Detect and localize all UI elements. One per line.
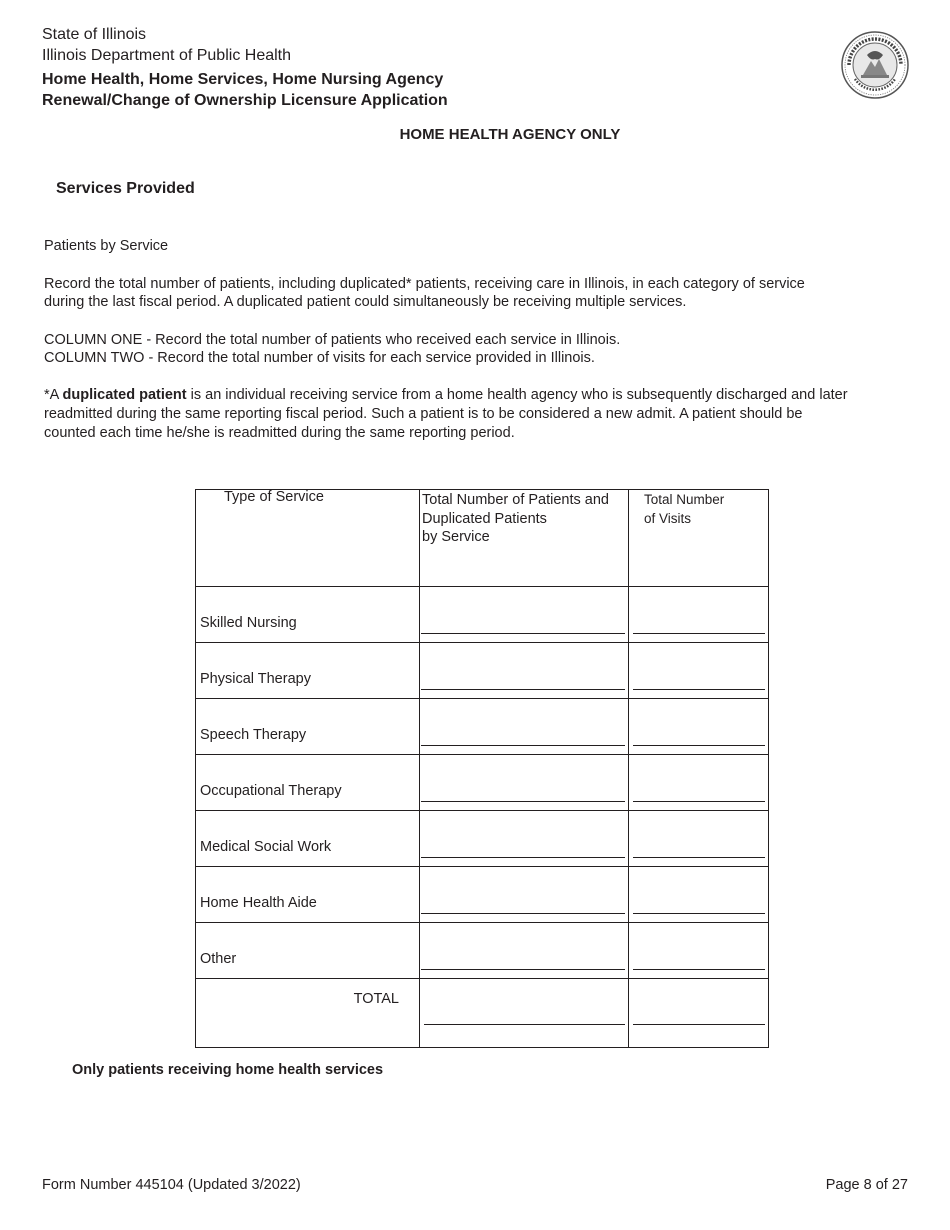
visits-entry-field[interactable] xyxy=(629,699,769,755)
table-row xyxy=(196,755,769,811)
section-heading: HOME HEALTH AGENCY ONLY xyxy=(399,126,621,143)
services-table xyxy=(195,489,769,1048)
table-note: Only patients receiving home health services xyxy=(72,1062,384,1078)
services-provided-heading: Services Provided xyxy=(56,180,195,197)
column-two-note: COLUMN TWO - Record the total number of visits for each service provided in Illinois. xyxy=(44,350,595,366)
patients-entry-field[interactable] xyxy=(420,811,629,867)
patients-entry-field[interactable] xyxy=(420,699,629,755)
form-number: Form Number 445104 (Updated 3/2022) xyxy=(42,1177,301,1193)
definition-line2: readmitted during the same reporting fiscal period. Such a patient is to be considered a new admit. A patient should be xyxy=(44,406,803,422)
patients-entry-field[interactable] xyxy=(420,867,629,923)
visits-entry-field[interactable] xyxy=(629,811,769,867)
service-label: Home Health Aide xyxy=(200,895,317,911)
visits-entry-field[interactable] xyxy=(629,755,769,811)
patients-entry-field[interactable] xyxy=(420,923,629,979)
total-label: TOTAL xyxy=(353,991,399,1007)
service-label: Speech Therapy xyxy=(200,727,307,743)
service-label: Medical Social Work xyxy=(200,839,332,855)
service-label: Physical Therapy xyxy=(200,671,311,687)
total-visits-field[interactable] xyxy=(629,979,769,1048)
patients-entry-field[interactable] xyxy=(420,643,629,699)
total-patients-field[interactable] xyxy=(420,979,629,1048)
patients-by-service-label: Patients by Service xyxy=(44,238,169,254)
header-total-visits: Total Number of Visits xyxy=(629,490,769,587)
visits-entry-field[interactable] xyxy=(629,867,769,923)
department-name: Illinois Department of Public Health xyxy=(42,47,292,64)
patients-entry-field[interactable] xyxy=(420,755,629,811)
instructions-line2: during the last fiscal period. A duplicated patient could simultaneously be receiving multiple services. xyxy=(44,294,687,310)
patients-entry-field[interactable] xyxy=(420,587,629,643)
form-title-line2: Renewal/Change of Ownership Licensure Application xyxy=(42,92,448,109)
total-row xyxy=(196,979,769,1048)
table-row xyxy=(196,699,769,755)
visits-entry-field[interactable] xyxy=(629,587,769,643)
table-row xyxy=(196,587,769,643)
visits-entry-field[interactable] xyxy=(629,923,769,979)
service-label: Skilled Nursing xyxy=(200,615,297,631)
service-label: Occupational Therapy xyxy=(200,783,342,799)
page-number: Page 8 of 27 xyxy=(825,1177,908,1193)
definition-line3: counted each time he/she is readmitted during the same reporting period. xyxy=(44,425,515,441)
table-row xyxy=(196,867,769,923)
instructions-line1: Record the total number of patients, including duplicated* patients, receiving care in Illinois, in each category of service xyxy=(44,276,805,292)
table-row xyxy=(196,811,769,867)
form-title-line1: Home Health, Home Services, Home Nursing Agency xyxy=(42,71,444,88)
service-label: Other xyxy=(200,951,237,967)
state-name: State of Illinois xyxy=(42,26,147,43)
duplicated-patient-definition: *A duplicated patient is an individual receiving service from a home health agency who is subsequently discharged and later xyxy=(44,387,848,403)
table-row xyxy=(196,643,769,699)
visits-entry-field[interactable] xyxy=(629,643,769,699)
table-header-row xyxy=(196,490,769,587)
header-total-patients: Total Number of Patients and Duplicated Patients by Service xyxy=(420,490,629,587)
header-type-of-service: Type of Service xyxy=(196,490,420,587)
table-row xyxy=(196,923,769,979)
column-one-note: COLUMN ONE - Record the total number of patients who received each service in Illinois. xyxy=(44,332,621,348)
state-seal-logo xyxy=(841,31,909,99)
